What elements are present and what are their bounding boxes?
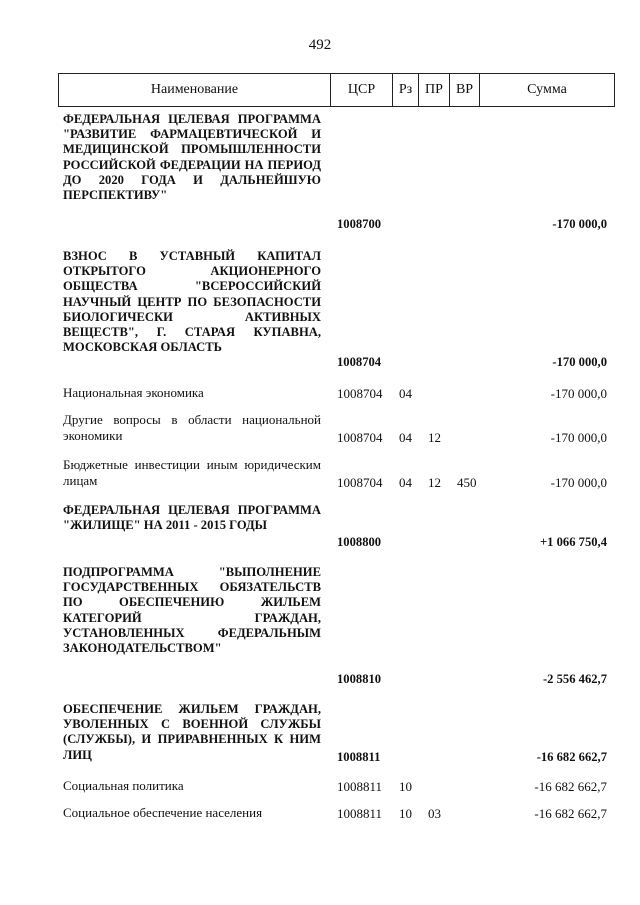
row-name: Социальное обеспечение населения	[63, 805, 263, 820]
header-sum: Сумма	[527, 82, 567, 97]
row-sum: -170 000,0	[550, 430, 607, 445]
page-number: 492	[308, 37, 332, 53]
row-rz: 10	[399, 806, 412, 821]
row-rz: 04	[399, 475, 412, 490]
row-sum: -16 682 662,7	[534, 806, 607, 821]
header-pr: ПР	[419, 74, 450, 106]
table-row	[58, 702, 615, 765]
row-csr: 1008704	[337, 386, 383, 401]
table-row	[58, 778, 615, 795]
row-name: Бюджетные инвестиции иным юридическим лицам	[63, 457, 321, 488]
table-row	[58, 565, 615, 687]
row-sum: -170 000,0	[550, 475, 607, 490]
table-row	[58, 112, 615, 232]
table-row	[58, 457, 615, 491]
row-sum: -170 000,0	[552, 217, 607, 231]
header-csr: ЦСР	[331, 74, 393, 106]
table-row	[58, 385, 615, 402]
row-sum: -16 682 662,7	[534, 779, 607, 794]
row-sum: -16 682 662,7	[536, 750, 607, 764]
row-csr: 1008811	[337, 806, 383, 821]
row-sum: -170 000,0	[552, 355, 607, 369]
row-pr: 03	[428, 806, 441, 821]
row-name: ВЗНОС В УСТАВНЫЙ КАПИТАЛ ОТКРЫТОГО АКЦИОНЕРНОГО ОБЩЕСТВА "ВСЕРОССИЙСКИЙ НАУЧНЫЙ ЦЕНТР ПО БЕЗОПАСНОСТИ БИОЛОГИЧЕСКИ АКТИВНЫХ ВЕЩЕСТВ", Г. СТАРАЯ КУПАВНА, МОСКОВСКАЯ ОБЛАСТЬ	[63, 249, 321, 355]
row-name: Социальная политика	[63, 778, 184, 793]
row-rz: 04	[399, 430, 412, 445]
row-pr: 12	[428, 475, 441, 490]
table-row	[58, 503, 615, 550]
row-name: Другие вопросы в области национальной экономики	[63, 412, 321, 443]
row-csr: 1008811	[337, 750, 381, 764]
row-name: ОБЕСПЕЧЕНИЕ ЖИЛЬЕМ ГРАЖДАН, УВОЛЕННЫХ С ВОЕННОЙ СЛУЖБЫ (СЛУЖБЫ), И ПРИРАВНЕННЫХ К НИМ ЛИЦ	[63, 702, 321, 762]
table-row	[58, 412, 615, 446]
row-rz: 10	[399, 779, 412, 794]
row-csr: 1008704	[337, 430, 383, 445]
table-row	[58, 805, 615, 822]
row-csr: 1008800	[337, 535, 382, 549]
row-name: Национальная экономика	[63, 385, 204, 400]
row-sum: -2 556 462,7	[542, 672, 607, 686]
row-csr: 1008704	[337, 475, 383, 490]
table-header	[58, 73, 615, 107]
row-csr: 1008810	[337, 672, 382, 686]
row-name: ФЕДЕРАЛЬНАЯ ЦЕЛЕВАЯ ПРОГРАММА "РАЗВИТИЕ ФАРМАЦЕВТИЧЕСКОЙ И МЕДИЦИНСКОЙ ПРОМЫШЛЕННОСТИ РОССИЙСКОЙ ФЕДЕРАЦИИ НА ПЕРИОД ДО 2020 ГОДА И ДАЛЬНЕЙШУЮ ПЕРСПЕКТИВУ"	[63, 112, 321, 203]
row-name: ПОДПРОГРАММА "ВЫПОЛНЕНИЕ ГОСУДАРСТВЕННЫХ ОБЯЗАТЕЛЬСТВ ПО ОБЕСПЕЧЕНИЮ ЖИЛЬЕМ КАТЕГОРИЙ ГРАЖДАН, УСТАНОВЛЕННЫХ ФЕДЕРАЛЬНЫМ ЗАКОНОДАТЕЛЬСТВОМ"	[63, 565, 321, 656]
row-pr: 12	[428, 430, 441, 445]
budget-table	[58, 73, 615, 821]
row-csr: 1008700	[337, 217, 382, 231]
table-row	[58, 249, 615, 370]
row-sum: -170 000,0	[550, 386, 607, 401]
row-csr: 1008704	[337, 355, 382, 369]
row-csr: 1008811	[337, 779, 383, 794]
header-rz: Рз	[393, 74, 419, 106]
row-sum: +1 066 750,4	[540, 535, 607, 549]
row-name: ФЕДЕРАЛЬНАЯ ЦЕЛЕВАЯ ПРОГРАММА "ЖИЛИЩЕ" НА 2011 - 2015 ГОДЫ	[63, 503, 321, 533]
header-vr: ВР	[450, 74, 480, 106]
row-vr: 450	[457, 475, 477, 490]
row-rz: 04	[399, 386, 412, 401]
header-name: Наименование	[59, 74, 331, 106]
